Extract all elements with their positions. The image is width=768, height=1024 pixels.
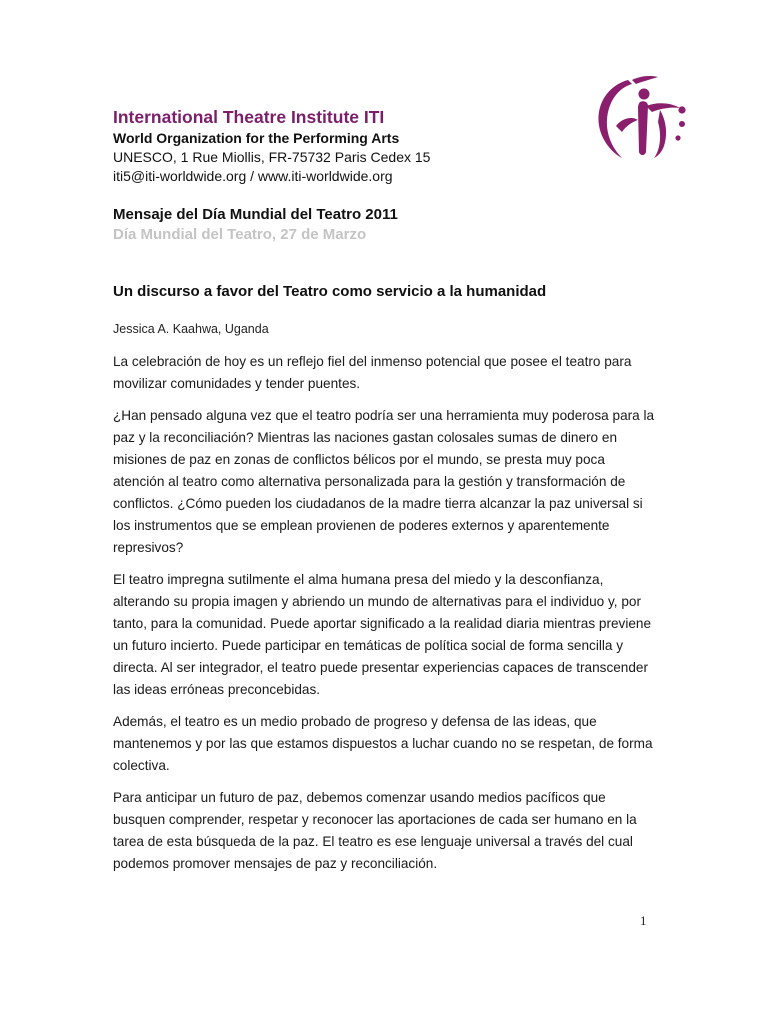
paragraph: La celebración de hoy es un reflejo fiel del inmenso potencial que posee el teatro para movilizar comunidades y tender puentes. <box>113 354 632 391</box>
organization-name: International Theatre Institute ITI <box>113 107 385 127</box>
letterhead <box>113 106 573 186</box>
message-heading <box>113 205 673 245</box>
speech-title: Un discurso a favor del Teatro como servicio a la humanidad <box>113 283 547 300</box>
page-number: 1 <box>640 913 647 928</box>
paragraph: Además, el teatro es un medio probado de progreso y defensa de las ideas, que mantenemos y por las que estamos dispuestos a luchar cuando no se respetan, de forma colectiva. <box>113 714 653 773</box>
iti-logo-icon <box>588 66 694 166</box>
organization-address: UNESCO, 1 Rue Miollis, FR-75732 Paris Cedex 15 <box>113 149 431 165</box>
paragraph: Para anticipar un futuro de paz, debemos comenzar usando medios pacíficos que busquen comprender, respetar y reconocer las aportaciones de cada ser humano en la tarea de esta búsqueda de la paz. El teatro es ese lenguaje universal a través del cual podemos promover mensajes de paz y reconciliación. <box>113 790 637 871</box>
message-date: Día Mundial del Teatro, 27 de Marzo <box>113 226 367 243</box>
speech-body <box>113 351 658 885</box>
paragraph: El teatro impregna sutilmente el alma humana presa del miedo y la desconfianza, alterando su propia imagen y abriendo un mundo de alternativas para el individuo y, por tanto, para la comunidad. Puede aportar significado a la realidad diaria mientras previene un futuro incierto. Puede participar en temáticas de política social de forma sencilla y directa. Al ser integrador, el teatro puede presentar experiencias capaces de transcender las ideas erróneas preconcebidas. <box>113 572 652 697</box>
speech-author: Jessica A. Kaahwa, Uganda <box>113 322 269 336</box>
organization-contact: iti5@iti-worldwide.org / www.iti-worldwide.org <box>113 168 393 184</box>
paragraph: ¿Han pensado alguna vez que el teatro podría ser una herramienta muy poderosa para la paz y la reconciliación? Mientras las naciones gastan colosales sumas de dinero en misiones de paz en zonas de conflictos bélicos por el mundo, se presta muy poca atención al teatro como alternativa personalizada para la gestión y transformación de conflictos. ¿Cómo pueden los ciudadanos de la madre tierra alcanzar la paz universal si los instrumentos que se emplean provienen de poderes externos y aparentemente represivos? <box>113 408 655 555</box>
organization-subtitle: World Organization for the Performing Arts <box>113 130 400 146</box>
message-title: Mensaje del Día Mundial del Teatro 2011 <box>113 206 398 223</box>
